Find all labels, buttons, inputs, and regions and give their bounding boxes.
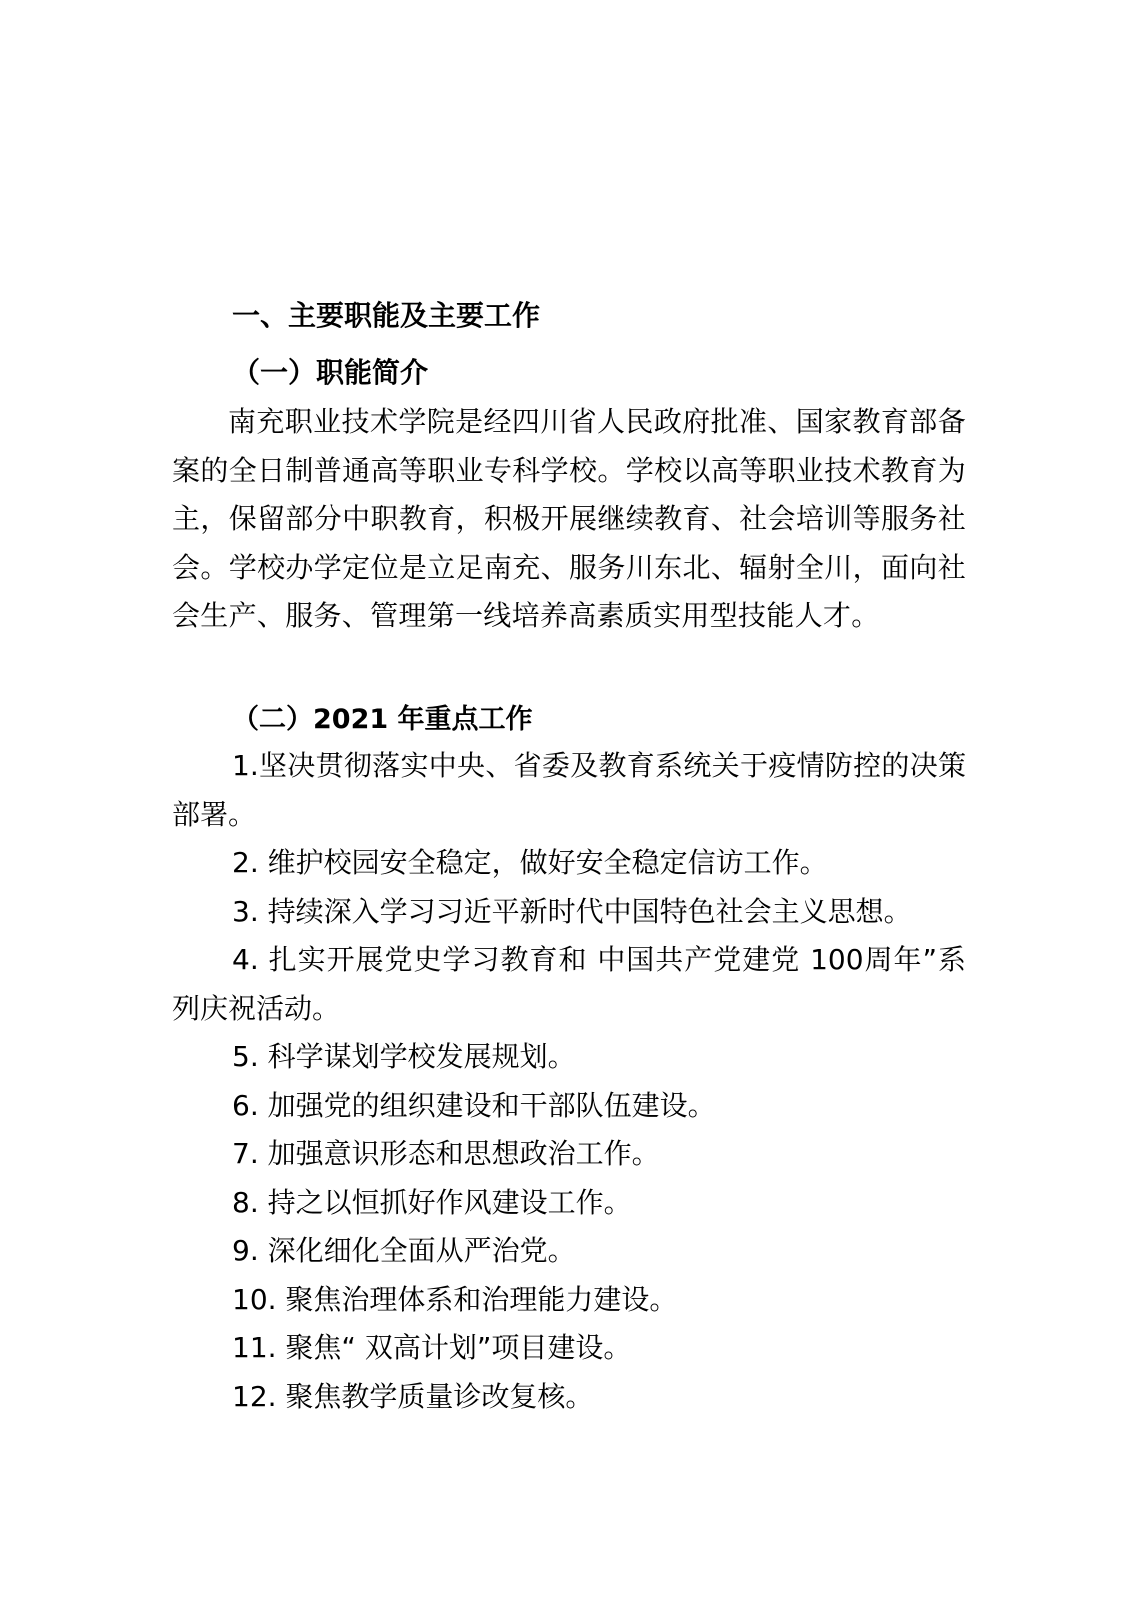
list-item: 3. 持续深入学习习近平新时代中国特色社会主义思想。 [232, 894, 912, 928]
subsection-title-key-work: （二）2021 年重点工作 [232, 704, 533, 735]
list-item: 7. 加强意识形态和思想政治工作。 [232, 1137, 660, 1170]
list-item: 4. 扎实开展党史学习教育和 中国共产党建党 100周年”系列庆祝活动。 [172, 943, 966, 1025]
list-item: 12. 聚焦教学质量诊改复核。 [232, 1379, 594, 1413]
section-title: 一、主要职能及主要工作 [232, 299, 541, 332]
list-item: 2. 维护校园安全稳定，做好安全稳定信访工作。 [232, 846, 828, 879]
list-item: 9. 深化细化全面从严治党。 [232, 1234, 576, 1267]
work-item-list [172, 742, 966, 1421]
list-item: 8. 持之以恒抓好作风建设工作。 [232, 1185, 632, 1219]
intro-paragraph: 南充职业技术学院是经四川省人民政府批准、国家教育部备案的全日制普通高等职业专科学校。学校以高等职业技术教育为主，保留部分中职教育，积极开展继续教育、社会培训等服务社会。学校办学定位是立足南充、服务川东北、辐射全川，面向社会生产、服务、管理第一线培养高素质实用型技能人才。 [172, 405, 966, 632]
list-item: 1.坚决贯彻落实中央、省委及教育系统关于疫情防控的决策部署。 [172, 749, 966, 831]
subsection-title-functions: （一）职能简介 [232, 356, 429, 389]
list-item: 11. 聚焦“ 双高计划”项目建设。 [232, 1331, 632, 1364]
list-item: 6. 加强党的组织建设和干部队伍建设。 [232, 1088, 716, 1122]
list-item: 5. 科学谋划学校发展规划。 [232, 1040, 576, 1073]
list-item: 10. 聚焦治理体系和治理能力建设。 [232, 1282, 678, 1316]
